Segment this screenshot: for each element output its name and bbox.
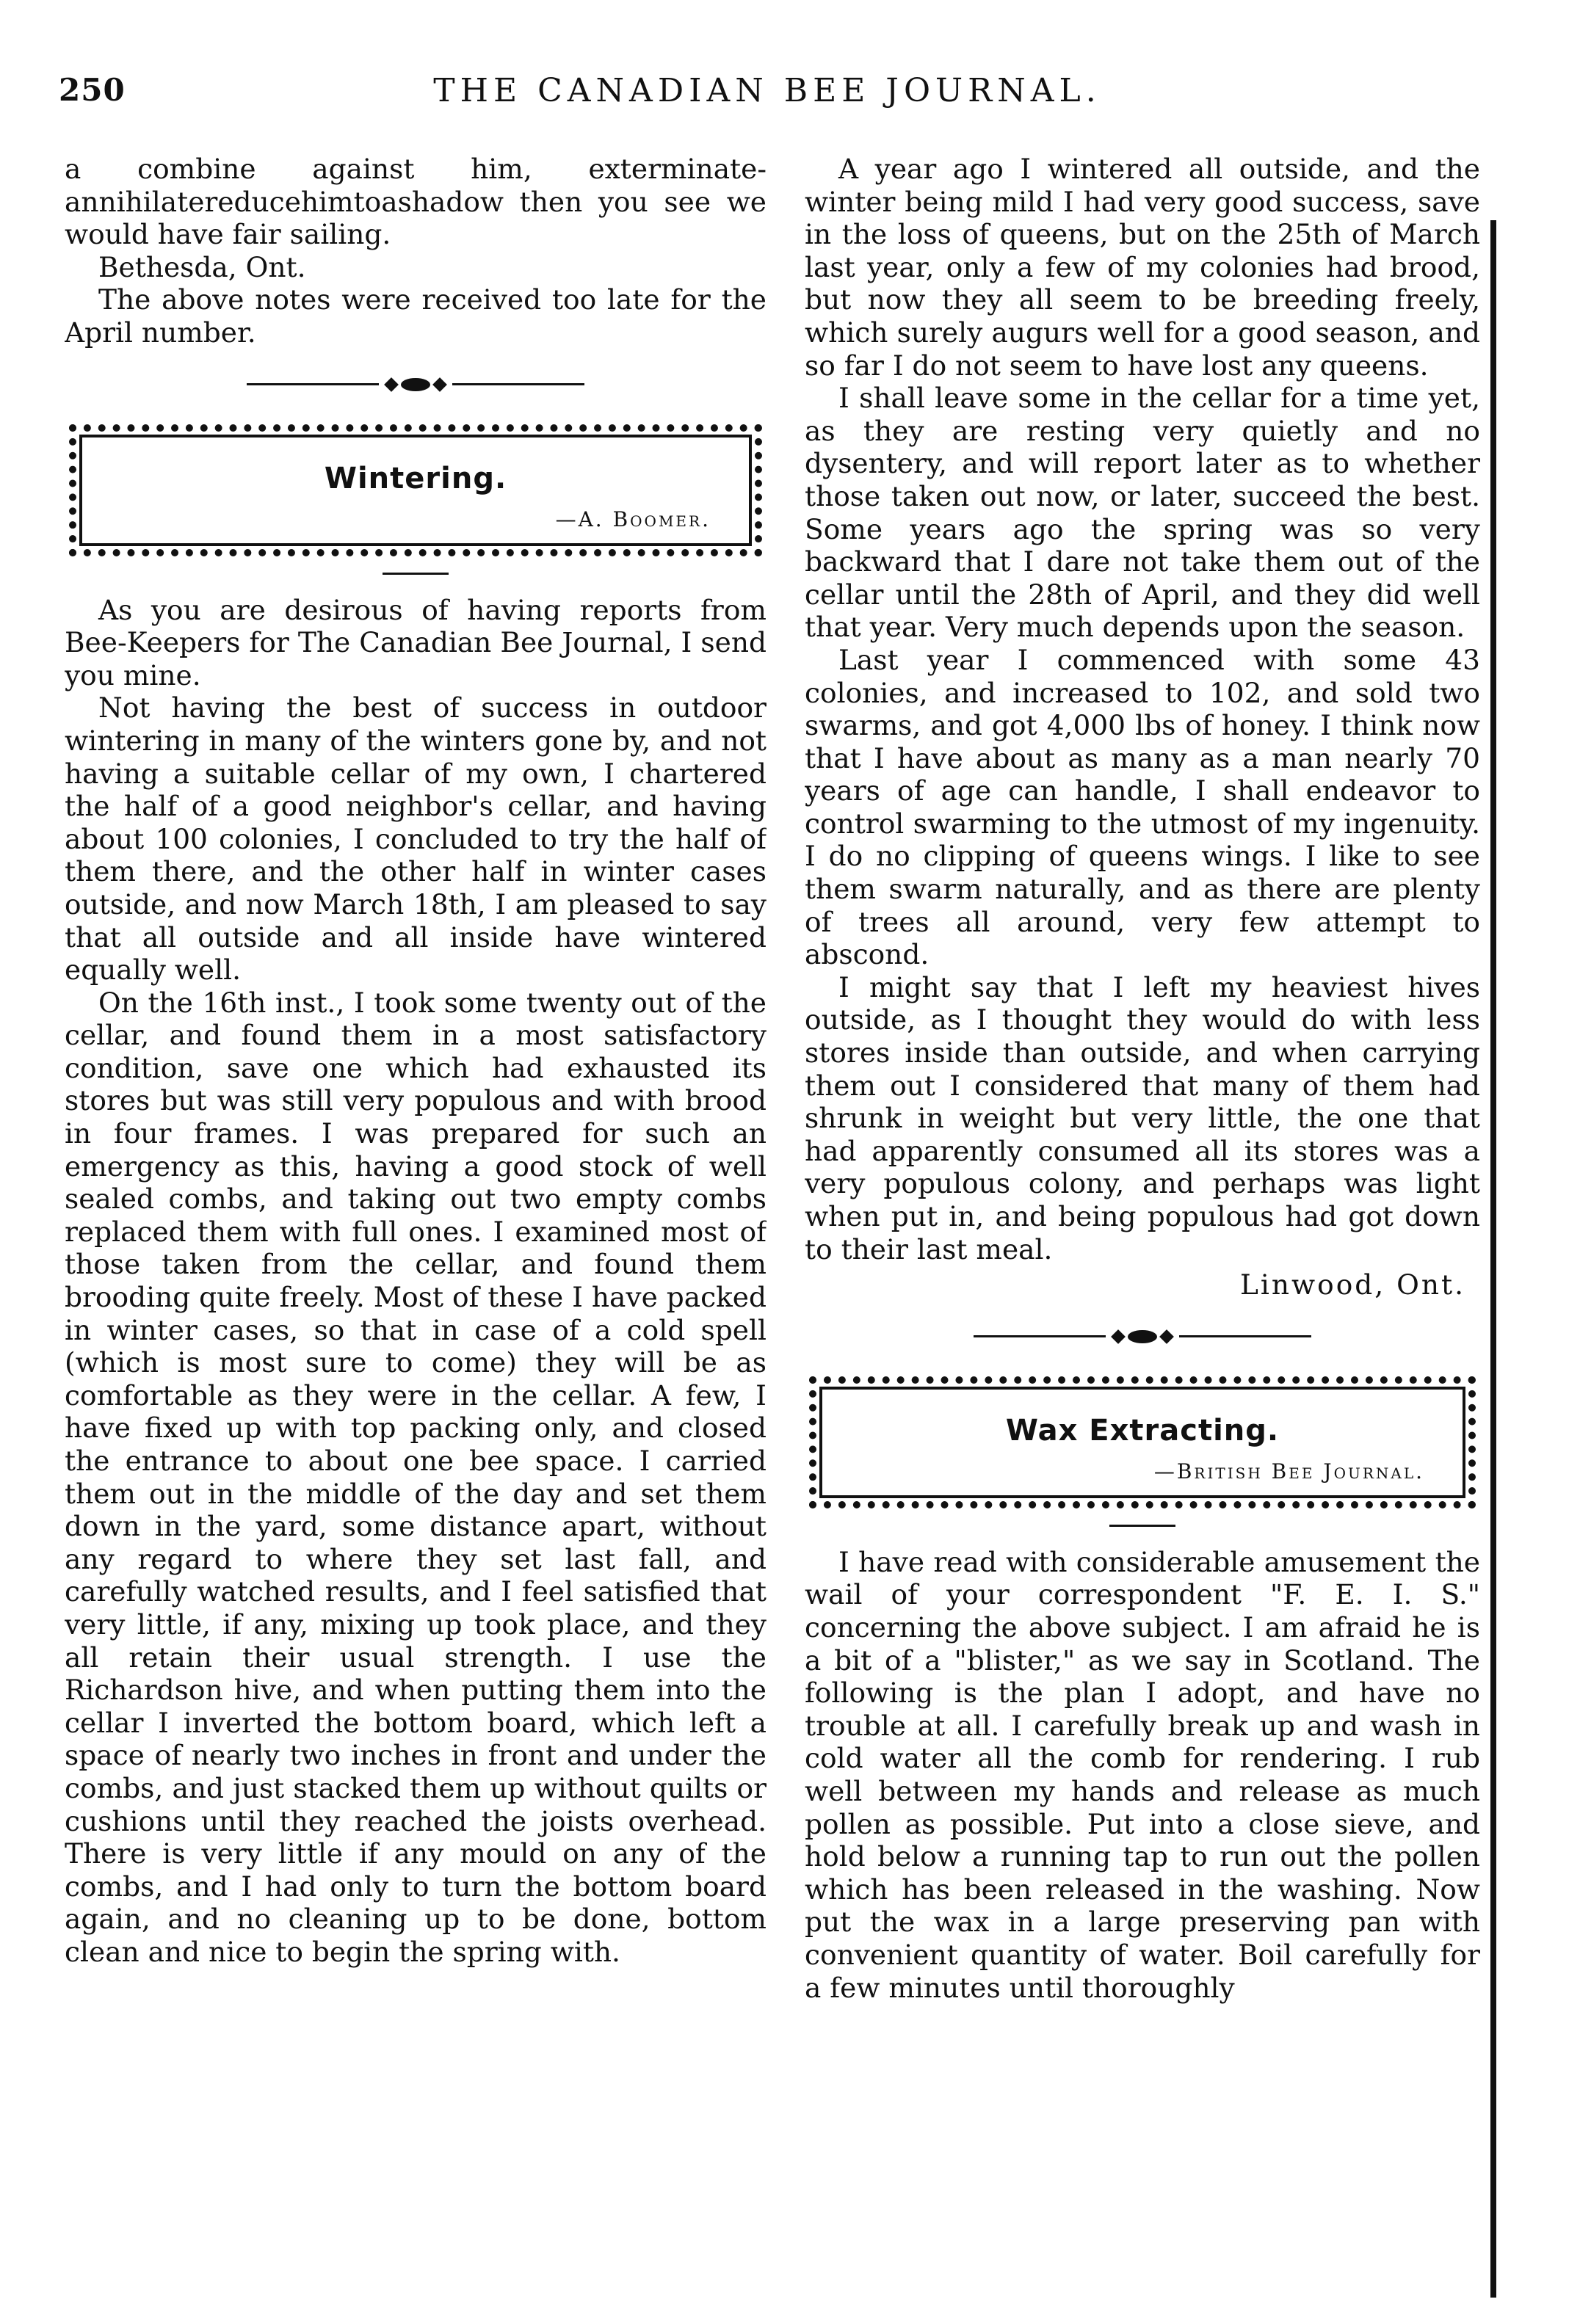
place-line: Bethesda, Ont. bbox=[98, 250, 306, 283]
wintering-paragraph: A year ago I wintered all outside, and the winter being mild I had very good success, save in the loss of queens, but on the 25th of March last year, only a few of my colonies had brood, but now they all seem to be breeding freely, which surely augurs well for a good season, and so far I do not seem to have lost any queens. bbox=[805, 153, 1480, 382]
wintering-paragraph: I might say that I left my heaviest hives outside, as I thought they would do with less stores inside than outside, and when carrying them out I considered that many of them had shrunk in weight but very little, the one that had apparently consumed all its stores was a very populous colony, and perhaps was light when put in, and being populous had got down to their last meal. bbox=[805, 970, 1480, 1266]
page-number: 250 bbox=[59, 72, 126, 108]
journal-title: THE CANADIAN BEE JOURNAL. bbox=[433, 72, 1101, 109]
short-rule bbox=[383, 573, 449, 575]
signoff: Linwood, Ont. bbox=[1239, 1268, 1465, 1301]
wintering-paragraph: Last year I commenced with some 43 colonies, and increased to 102, and sold two swarms, and got 4,000 lbs of honey. I think now that I have about as many as a man nearly 70 years of age can handle, I shall endeavor to control swarming to the utmost of my ingenuity. I do no clipping of queens wings. I like to see them swarm naturally, and as there are plenty of trees all around, very few attempt to abscond. bbox=[805, 643, 1480, 971]
page-header bbox=[59, 72, 1476, 123]
wintering-title: Wintering. bbox=[324, 461, 507, 495]
wax-author: —British Bee Journal. bbox=[1153, 1459, 1424, 1484]
wintering-paragraph: Not having the best of success in outdoor wintering in many of the winters gone by, and not having a suitable cellar of my own, I chartered the half of a good neighbor's cellar, and having about 100 colonies, I concluded to try the half of them there, and the other half in winter cases outside, and now March 18th, I am pleased to say that all outside and all inside have wintered equally well. bbox=[65, 691, 767, 987]
wax-title: Wax Extracting. bbox=[1005, 1413, 1280, 1448]
wintering-author: —A. Boomer. bbox=[555, 506, 711, 531]
section-divider bbox=[805, 1315, 1480, 1359]
wax-paragraph: I have read with considerable amusement the wail of your correspondent "F. E. I. S." concerning the above subject. I am afraid he is a bit of a "blister," as we say in Scotland. The following is the plan I adopt, and have no trouble at all. I carefully break up and wash in cold water all the comb for rendering. I rub well between my hands and release as much pollen as possible. Put into a close sieve, and hold below a running tap to run out the pollen which has been released in the washing. Now put the wax in a large preserving pan with convenient quantity of water. Boil carefully for a few minutes until thoroughly bbox=[805, 1545, 1480, 2004]
right-column bbox=[805, 153, 1480, 2296]
short-rule bbox=[1109, 1525, 1175, 1527]
late-note: The above notes were received too late for the April number. bbox=[65, 283, 767, 349]
wintering-paragraph: On the 16th inst., I took some twenty out of the cellar, and found them in a most satisfactory condition, save one which had exhausted its stores but was still very populous and with brood in four frames. I was prepared for such an emergency as this, having a good stock of well sealed combs, and taking out two empty combs replaced them with full ones. I examined most of those taken from the cellar, and found them brooding quite freely. Most of these I have packed in winter cases, so that in case of a cold spell (which is most sure to come) they will be as comfortable as they were in the cellar. A few, I have fixed up with top packing only, and closed the entrance to about one bee space. I carried them out in the middle of the day and set them down in the yard, some distance apart, without any regard to where they set last fall, and carefully watched results, and I feel satisfied that very little, if any, mixing up took place, and they all retain their usual strength. I use the Richardson hive, and when putting them into the cellar I inverted the bottom board, which left a space of nearly two inches in front and under the combs, and just stacked them up without quilts or cushions until they reached the joists overhead. There is very little if any mould on any of the combs, and I had only to turn the bottom board again, and no cleaning up to be done, bottom clean and nice to begin the spring with. bbox=[65, 986, 767, 1968]
wax-title-box bbox=[809, 1376, 1476, 1508]
continuation-text: a combine against him, exterminate-annihilatereducehimtoashadow then you see we would have fair sailing. bbox=[65, 153, 767, 251]
wintering-paragraph: I shall leave some in the cellar for a time yet, as they are resting very quietly and no dysentery, and will report later as to whether those taken out now, or later, succeed the best. Some years ago the spring was so very backward that I dare not take them out of the cellar until the 28th of April, and they did well that year. Very much depends upon the season. bbox=[805, 382, 1480, 644]
wintering-title-box bbox=[69, 424, 762, 556]
wintering-paragraph: As you are desirous of having reports from Bee-Keepers for The Canadian Bee Journal, I send you mine. bbox=[65, 593, 767, 691]
left-column bbox=[65, 153, 767, 2296]
section-divider bbox=[65, 363, 767, 407]
vertical-rule bbox=[1490, 220, 1496, 2298]
